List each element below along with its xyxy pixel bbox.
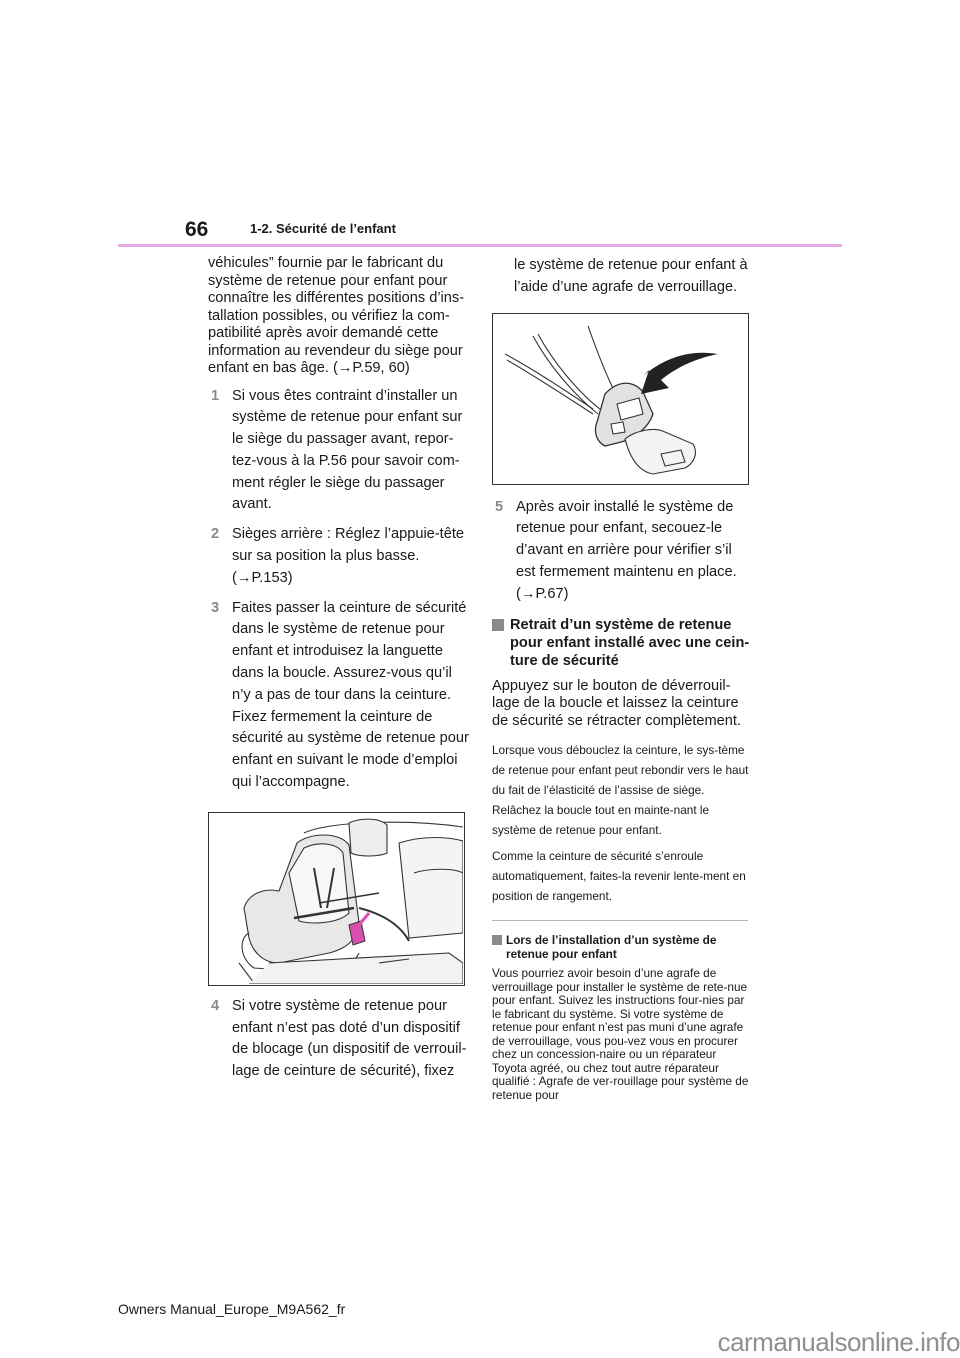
- step-number: 1: [211, 387, 220, 404]
- step-number: 3: [211, 599, 220, 616]
- step-text: Si votre système de retenue pour enfant n’est pas doté d’un dispositif de blocage (un dispositif de verrouil-lage de ceinture de sécurité), fixez: [232, 997, 467, 1080]
- step-text: Après avoir installé le système de retenue pour enfant, secouez-le d’avant en arrière pour vérifier s’il est fermement maintenu en place. (→P.67): [516, 498, 737, 602]
- removal-note-1: Lorsque vous débouclez la ceinture, le sys-tème de retenue pour enfant peut rebondir vers le haut du fait de l’élasticité de l’assise de siège. Relâchez la boucle tout en mainte-nant le système de retenue pour enfant.: [492, 743, 749, 838]
- step-4: [208, 996, 470, 1083]
- locking-clip-illustration: [492, 313, 749, 485]
- right-column: [492, 255, 754, 1102]
- intro-paragraph: véhicules” fournie par le fabricant du système de retenue pour enfant pour connaître les différentes positions d’ins-tallation possibles, ou vérifiez la com-patibilité après avoir demandé cette information au revendeur du siège pour enfant en bas âge. (→P.59, 60): [208, 255, 465, 376]
- note-heading-text: Lors de l’installation d’un système de retenue pour enfant: [506, 933, 717, 962]
- step-text: Sièges arrière : Réglez l’appuie-tête sur sa position la plus basse. (→P.153): [232, 526, 465, 586]
- step-5: [492, 497, 754, 606]
- step-number: 4: [211, 997, 220, 1014]
- removal-heading: [492, 616, 754, 670]
- square-bullet-icon: [492, 935, 502, 945]
- removal-body: Appuyez sur le bouton de déverrouil-lage de la boucle et laissez la ceinture de sécurité se rétracter complètement.: [492, 677, 742, 729]
- section-title: 1-2. Sécurité de l’enfant: [250, 221, 396, 236]
- page-number: 66: [185, 218, 209, 241]
- step-text: Si vous êtes contraint d’installer un système de retenue pour enfant sur le siège du passager avant, repor-tez-vous à la P.56 pour savoir com-ment régler le siège du passager avant.: [232, 387, 463, 513]
- header-divider: [118, 244, 842, 247]
- child-seat-illustration: [208, 812, 465, 986]
- install-note-heading: [492, 933, 754, 961]
- locking-clip-drawing: [493, 314, 747, 483]
- step-2: [208, 524, 470, 589]
- left-column: [208, 255, 470, 1083]
- step-number: 5: [495, 498, 504, 515]
- square-bullet-icon: [492, 619, 504, 631]
- heading-text: Retrait d’un système de retenue pour enfant installé avec une cein-ture de sécurité: [510, 616, 750, 669]
- child-seat-drawing: [209, 813, 463, 984]
- footer-doc-id: Owners Manual_Europe_M9A562_fr: [118, 1301, 346, 1317]
- step-1: [208, 386, 470, 517]
- step-number: 2: [211, 526, 220, 543]
- step-4-continuation: le système de retenue pour enfant à l’aide d’une agrafe de verrouillage.: [514, 257, 748, 295]
- install-note-body: Vous pourriez avoir besoin d’une agrafe de verrouillage pour installer le système de rete-nue pour enfant. Suivez les instructions four-nies par le fabricant du système. Si votre système de retenue pour enfant n’est pas muni d’une agrafe de verrouillage, vous pou-vez vous en procurer chez un concession-naire ou un réparateur Toyota agréé, ou chez tout autre réparateur qualifié : Agrafe de ver-rouillage pour système de retenue pour: [492, 966, 749, 1102]
- section-divider: [492, 920, 748, 921]
- step-text: Faites passer la ceinture de sécurité dans le système de retenue pour enfant et introduisez la languette dans la boucle. Assurez-vous qu’il n’y a pas de tour dans la ceinture. Fixez fermement la ceinture de sécurité au système de retenue pour enfant en suivant le mode d’emploi qui l’accompagne.: [232, 599, 469, 791]
- step-3: [208, 598, 470, 794]
- watermark: carmanualsonline.info: [717, 1327, 960, 1357]
- removal-note-2: Comme la ceinture de sécurité s’enroule automatiquement, faites-la revenir lente-ment en position de rangement.: [492, 849, 746, 904]
